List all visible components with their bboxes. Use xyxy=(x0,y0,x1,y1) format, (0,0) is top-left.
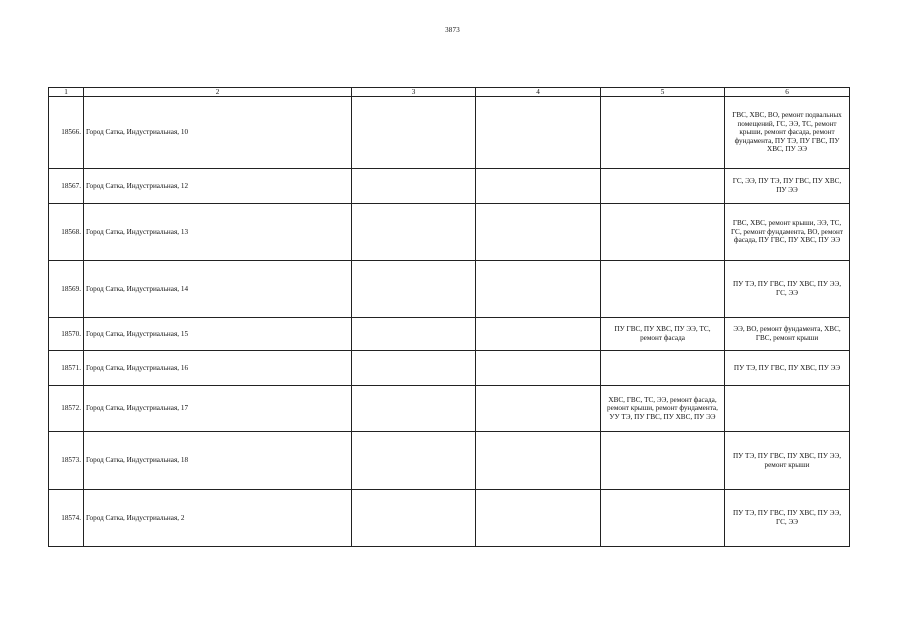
column-header-6: 6 xyxy=(725,88,850,97)
column-header-4: 4 xyxy=(476,88,601,97)
row-col3 xyxy=(352,318,476,351)
row-col5: ПУ ГВС, ПУ ХВС, ПУ ЭЭ, ТС, ремонт фасада xyxy=(601,318,725,351)
row-col3 xyxy=(352,97,476,169)
row-col5 xyxy=(601,261,725,318)
table-row xyxy=(49,169,850,204)
row-col6: ГС, ЭЭ, ПУ ТЭ, ПУ ГВС, ПУ ХВС, ПУ ЭЭ xyxy=(725,169,850,204)
column-header-5: 5 xyxy=(601,88,725,97)
row-address: Город Сатка, Индустриальная, 2 xyxy=(84,490,352,547)
row-number: 18572. xyxy=(49,386,84,432)
row-number: 18570. xyxy=(49,318,84,351)
address-table xyxy=(48,87,850,547)
row-col4 xyxy=(476,490,601,547)
row-col4 xyxy=(476,351,601,386)
row-col3 xyxy=(352,204,476,261)
row-col3 xyxy=(352,490,476,547)
row-col6 xyxy=(725,386,850,432)
row-col5: ХВС, ГВС, ТС, ЭЭ, ремонт фасада, ремонт крыши, ремонт фундамента, УУ ТЭ, ПУ ГВС, ПУ ХВС, ПУ ЭЭ xyxy=(601,386,725,432)
row-col5 xyxy=(601,97,725,169)
row-number: 18571. xyxy=(49,351,84,386)
row-col4 xyxy=(476,386,601,432)
row-col6: ПУ ТЭ, ПУ ГВС, ПУ ХВС, ПУ ЭЭ, ГС, ЭЭ xyxy=(725,261,850,318)
table-row xyxy=(49,97,850,169)
row-col5 xyxy=(601,169,725,204)
table-row xyxy=(49,432,850,490)
row-address: Город Сатка, Индустриальная, 17 xyxy=(84,386,352,432)
page-number: 3873 xyxy=(445,26,460,34)
column-header-2: 2 xyxy=(84,88,352,97)
row-number: 18567. xyxy=(49,169,84,204)
row-col4 xyxy=(476,169,601,204)
row-col3 xyxy=(352,169,476,204)
table-row xyxy=(49,318,850,351)
row-col3 xyxy=(352,351,476,386)
row-address: Город Сатка, Индустриальная, 10 xyxy=(84,97,352,169)
row-col6: ПУ ТЭ, ПУ ГВС, ПУ ХВС, ПУ ЭЭ xyxy=(725,351,850,386)
row-address: Город Сатка, Индустриальная, 14 xyxy=(84,261,352,318)
row-address: Город Сатка, Индустриальная, 15 xyxy=(84,318,352,351)
row-col3 xyxy=(352,386,476,432)
column-header-1: 1 xyxy=(49,88,84,97)
row-address: Город Сатка, Индустриальная, 16 xyxy=(84,351,352,386)
row-number: 18566. xyxy=(49,97,84,169)
row-col6: ЭЭ, ВО, ремонт фундамента, ХВС, ГВС, ремонт крыши xyxy=(725,318,850,351)
row-number: 18568. xyxy=(49,204,84,261)
row-address: Город Сатка, Индустриальная, 18 xyxy=(84,432,352,490)
table-row xyxy=(49,386,850,432)
row-number: 18574. xyxy=(49,490,84,547)
row-col6: ПУ ТЭ, ПУ ГВС, ПУ ХВС, ПУ ЭЭ, ремонт крыши xyxy=(725,432,850,490)
row-col6: ГВС, ХВС, ВО, ремонт подвальных помещений, ГС, ЭЭ, ТС, ремонт крыши, ремонт фасада, ремонт фундамента, ПУ ТЭ, ПУ ГВС, ПУ ХВС, ПУ ЭЭ xyxy=(725,97,850,169)
row-address: Город Сатка, Индустриальная, 13 xyxy=(84,204,352,261)
row-col3 xyxy=(352,432,476,490)
row-col4 xyxy=(476,204,601,261)
table-row xyxy=(49,490,850,547)
row-col4 xyxy=(476,432,601,490)
table-row xyxy=(49,261,850,318)
row-number: 18573. xyxy=(49,432,84,490)
row-col4 xyxy=(476,318,601,351)
row-col5 xyxy=(601,204,725,261)
row-col4 xyxy=(476,261,601,318)
row-col5 xyxy=(601,490,725,547)
row-col3 xyxy=(352,261,476,318)
table-row xyxy=(49,204,850,261)
row-col5 xyxy=(601,432,725,490)
row-address: Город Сатка, Индустриальная, 12 xyxy=(84,169,352,204)
row-col6: ПУ ТЭ, ПУ ГВС, ПУ ХВС, ПУ ЭЭ, ГС, ЭЭ xyxy=(725,490,850,547)
column-header-3: 3 xyxy=(352,88,476,97)
table-row xyxy=(49,351,850,386)
row-col5 xyxy=(601,351,725,386)
row-number: 18569. xyxy=(49,261,84,318)
row-col4 xyxy=(476,97,601,169)
row-col6: ГВС, ХВС, ремонт крыши, ЭЭ, ТС, ГС, ремонт фундамента, ВО, ремонт фасада, ПУ ГВС, ПУ ХВС, ПУ ЭЭ xyxy=(725,204,850,261)
header-row xyxy=(49,88,850,97)
